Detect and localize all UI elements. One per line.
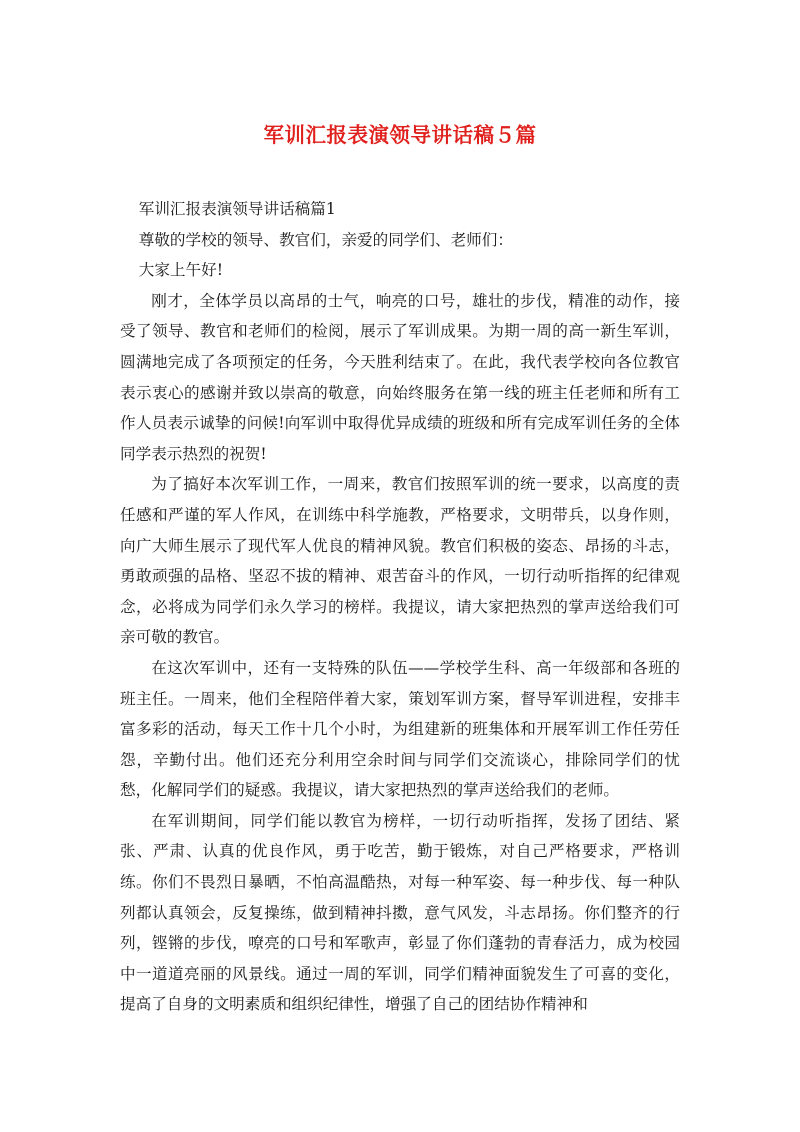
salutation: 尊敬的学校的领导、教官们，亲爱的同学们、老师们： — [138, 230, 513, 249]
paragraph: 为了搞好本次军训工作，一周来，教官们按照军训的统一要求，以高度的责任感和严谨的军人作风，在训练中科学施教，严格要求，文明带兵，以身作则，向广大师生展示了现代军人优良的精神风貌。教官们积极的姿态、昂扬的斗志，勇敢顽强的品格、坚忍不拔的精神、艰苦奋斗的作风，一切行动听指挥的纪律观念，必将成为同学们永久学习的榜样。我提议，请大家把热烈的掌声送给我们可亲可敬的教官。 — [120, 475, 680, 647]
paragraph: 在这次军训中，还有一支特殊的队伍——学校学生科、高一年级部和各班的班主任。一周来，他们全程陪伴着大家，策划军训方案，督导军训进程，安排丰富多彩的活动，每天工作十几个小时，为组建新的班集体和开展军训工作任劳任怨，辛勤付出。他们还充分利用空余时间与同学们交流谈心，排除同学们的忧愁，化解同学们的疑惑。我提议，请大家把热烈的掌声送给我们的老师。 — [120, 658, 680, 800]
paragraph: 在军训期间，同学们能以教官为榜样，一切行动听指挥，发扬了团结、紧张、严肃、认真的优良作风，勇于吃苦，勤于锻炼，对自己严格要求，严格训练。你们不畏烈日暴晒，不怕高温酷热，对每一种军姿、每一种步伐、每一种队列都认真领会，反复操练，做到精神抖擞，意气风发，斗志昂扬。你们整齐的行列，铿锵的步伐，嘹亮的口号和军歌声，彰显了你们蓬勃的青春活力，成为校园中一道道亮丽的风景线。通过一周的军训，同学们精神面貌发生了可喜的变化，提高了自身的文明素质和组织纪律性，增强了自己的团结协作精神和 — [120, 811, 680, 1014]
document-title: 军训汇报表演领导讲话稿５篇 — [263, 123, 537, 147]
document-body — [120, 194, 680, 1020]
paragraph: 刚才，全体学员以高昂的士气，响亮的口号，雄壮的步伐，精准的动作，接受了领导、教官和老师们的检阅，展示了军训成果。为期一周的高一新生军训，圆满地完成了各项预定的任务，今天胜利结束了。在此，我代表学校向各位教官表示衷心的感谢并致以崇高的敬意，向始终服务在第一线的班主任老师和所有工作人员表示诚挚的问候!向军训中取得优异成绩的班级和所有完成军训任务的全体同学表示热烈的祝贺! — [120, 291, 680, 463]
section-heading: 军训汇报表演领导讲话稿篇1 — [138, 200, 336, 218]
greeting: 大家上午好! — [138, 261, 223, 280]
